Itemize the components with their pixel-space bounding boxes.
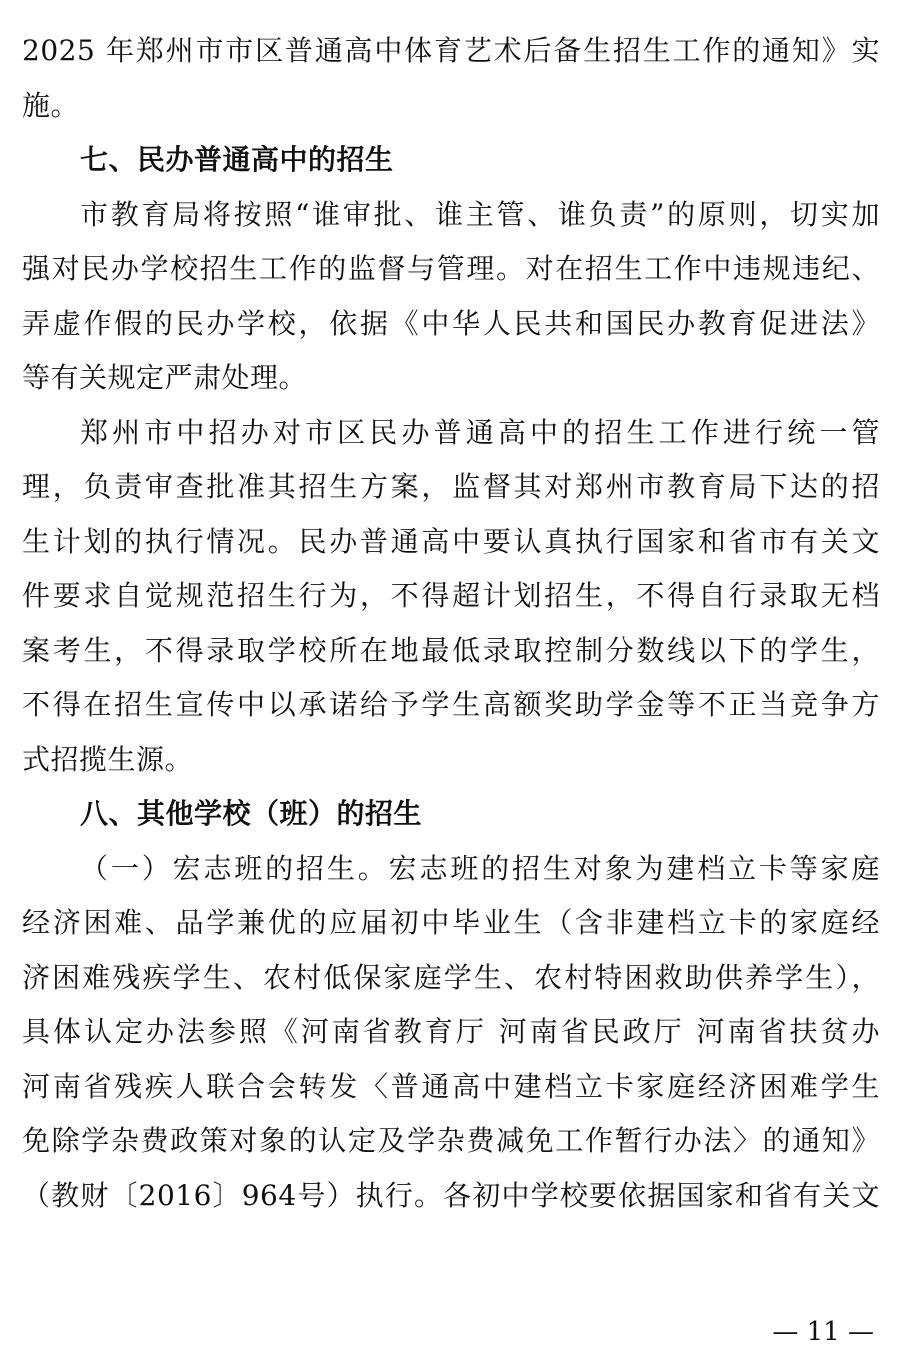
page-number: — 11 — bbox=[772, 1317, 874, 1347]
section-7-para-1-line-1: 市教育局将按照“谁审批、谁主管、谁负责”的原则，切实加 bbox=[80, 197, 880, 231]
section-7-para-2-line-5: 案考生，不得录取学校所在地最低录取控制分数线以下的学生， bbox=[22, 633, 880, 667]
section-8-para-1-line-6: 免除学杂费政策对象的认定及学杂费减免工作暂行办法〉的通知》 bbox=[22, 1124, 880, 1157]
section-7-para-1-line-3: 弄虚作假的民办学校，依据《中华人民共和国民办教育促进法》 bbox=[22, 306, 880, 340]
section-7-para-2-line-2: 理，负责审查批准其招生方案，监督其对郑州市教育局下达的招 bbox=[22, 470, 880, 503]
section-8-para-1-line-2: 经济困难、品学兼优的应届初中毕业生（含非建档立卡的家庭经 bbox=[22, 906, 880, 939]
intro-line-2: 施。 bbox=[22, 88, 80, 122]
document-body bbox=[22, 24, 880, 1223]
section-8-para-1-line-7: （教财〔2016〕964号）执行。各初中学校要依据国家和省有关文 bbox=[22, 1178, 880, 1212]
section-7-para-2-line-4: 件要求自觉规范招生行为，不得超计划招生，不得自行录取无档 bbox=[22, 579, 880, 612]
section-7-heading: 七、民办普通高中的招生 bbox=[80, 143, 394, 176]
section-7-para-1-line-4: 等有关规定严肃处理。 bbox=[22, 361, 308, 394]
section-8-para-1-line-5: 河南省残疾人联合会转发〈普通高中建档立卡家庭经济困难学生 bbox=[22, 1069, 880, 1103]
section-8-para-1-line-3: 济困难残疾学生、农村低保家庭学生、农村特困救助供养学生）， bbox=[22, 960, 880, 994]
section-8-para-1-line-1: （一）宏志班的招生。宏志班的招生对象为建档立卡等家庭 bbox=[80, 851, 880, 885]
section-7-para-2-line-3: 生计划的执行情况。民办普通高中要认真执行国家和省市有关文 bbox=[22, 524, 880, 558]
section-8-heading: 八、其他学校（班）的招生 bbox=[80, 797, 423, 830]
section-7-para-2-line-1: 郑州市中招办对市区民办普通高中的招生工作进行统一管 bbox=[80, 415, 880, 449]
section-7-para-2-line-6: 不得在招生宣传中以承诺给予学生高额奖助学金等不正当竞争方 bbox=[22, 688, 880, 721]
section-8-para-1-line-4: 具体认定办法参照《河南省教育厅 河南省民政厅 河南省扶贫办 bbox=[22, 1015, 880, 1048]
section-7-para-1-line-2: 强对民办学校招生工作的监督与管理。对在招生工作中违规违纪、 bbox=[22, 252, 880, 285]
intro-line-1: 2025 年郑州市市区普通高中体育艺术后备生招生工作的通知》实 bbox=[22, 34, 880, 67]
section-7-para-2-line-7: 式招揽生源。 bbox=[22, 742, 194, 776]
